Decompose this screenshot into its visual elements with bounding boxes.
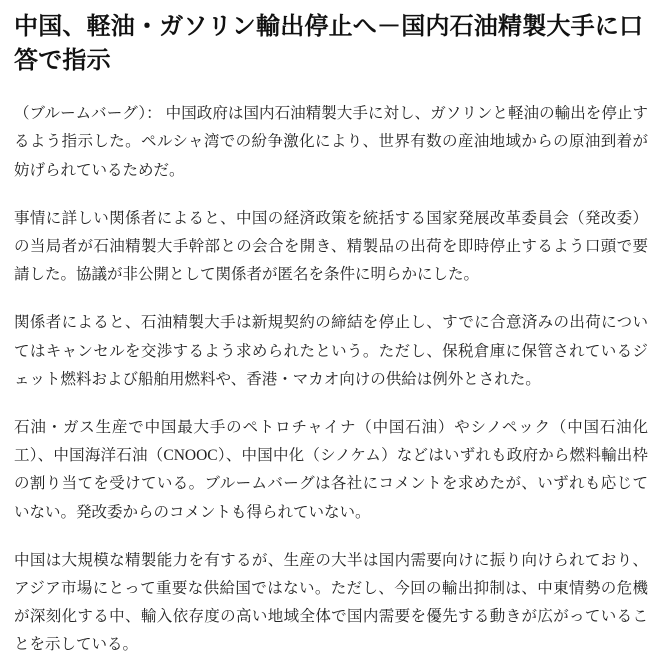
article-paragraph: 事情に詳しい関係者によると、中国の経済政策を統括する国家発展改革委員会（発改委）の当局者が石油精製大手幹部との会合を開き、精製品の出荷を即時停止するよう口頭で要請した。協議が非公開として関係者が匿名を条件に明らかにした。: [14, 209, 648, 284]
article-paragraph: 石油・ガス生産で中国最大手のペトロチャイナ（中国石油）やシノペック（中国石油化工）、中国海洋石油（CNOOC）、中国中化（シノケム）などはいずれも政府から燃料輸出枠の割り当てを受けている。ブルームバーグは各社にコメントを求めたが、いずれも応じていない。発改委からのコメントも得られていない。: [14, 418, 648, 521]
article-paragraph: 関係者によると、石油精製大手は新規契約の締結を停止し、すでに合意済みの出荷についてはキャンセルを交渉するよう求められたという。ただし、保税倉庫に保管されているジェット燃料および船舶用燃料や、香港・マカオ向けの供給は例外とされた。: [14, 314, 648, 388]
article-paragraph: （ブルームバーグ）： 中国政府は国内石油精製大手に対し、ガソリンと軽油の輸出を停止するよう指示した。ペルシャ湾での紛争激化により、世界有数の産油地域からの原油到着が妨げられているためだ。: [14, 105, 648, 179]
page-title: 中国、軽油・ガソリン輸出停止へ－国内石油精製大手に口答で指示: [14, 13, 644, 75]
article-paragraph: 中国は大規模な精製能力を有するが、生産の大半は国内需要向けに振り向けられており、アジア市場にとって重要な供給国ではない。ただし、今回の輸出抑制は、中東情勢の危機が深刻化する中、輸入依存度の高い地域全体で国内需要を優先する動きが広がっていることを示している。: [14, 551, 648, 654]
